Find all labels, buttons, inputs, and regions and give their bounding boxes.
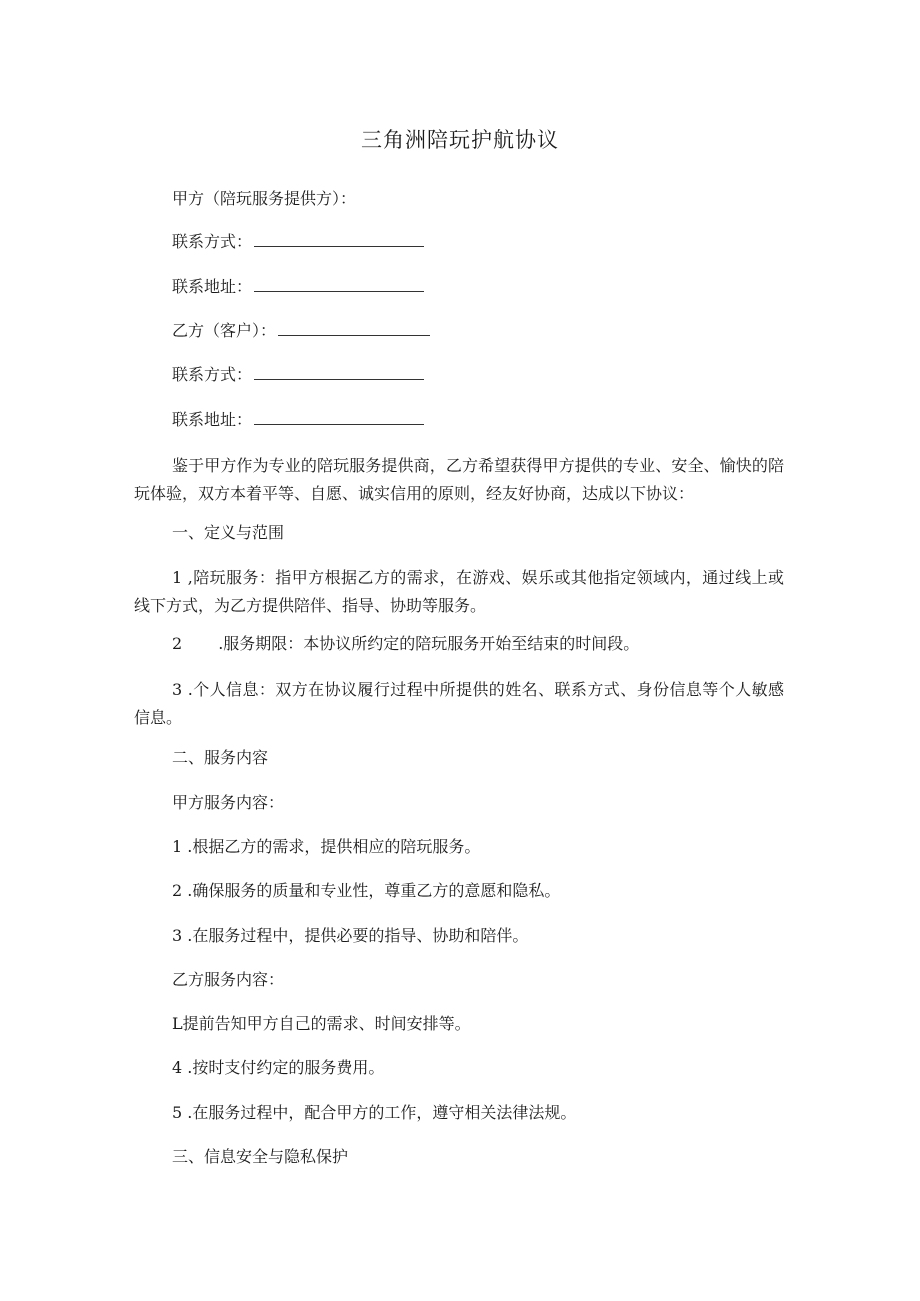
party-a-service-item-3: 3 .在服务过程中，提供必要的指导、协助和陪伴。 — [172, 926, 529, 945]
party-b-label: 乙方（客户）： — [172, 321, 277, 340]
party-a-contact-blank[interactable] — [254, 232, 424, 247]
party-b-service-item-2: 4 .按时支付约定的服务费用。 — [172, 1058, 385, 1077]
definition-2 — [172, 633, 639, 655]
party-a-address-label: 联系地址： — [172, 277, 253, 296]
party-b-contact — [172, 364, 424, 386]
party-b-address-label: 联系地址： — [172, 410, 253, 429]
definition-2-text: .服务期限：本协议所约定的陪玩服务开始至结束的时间段。 — [218, 634, 640, 653]
party-a-contact — [172, 231, 424, 253]
section-1-heading: 一、定义与范围 — [172, 523, 285, 542]
party-b-service-item-1: L提前告知甲方自己的需求、时间安排等。 — [172, 1014, 471, 1033]
party-a-address-blank[interactable] — [254, 277, 424, 292]
party-b-services-label: 乙方服务内容： — [172, 970, 285, 989]
party-a-label: 甲方（陪玩服务提供方）： — [172, 189, 357, 208]
party-b-contact-blank[interactable] — [254, 365, 424, 380]
party-a-address — [172, 276, 424, 298]
definition-3: 3 .个人信息：双方在协议履行过程中所提供的姓名、联系方式、身份信息等个人敏感信息。 — [134, 680, 784, 727]
party-a-service-item-1: 1 .根据乙方的需求，提供相应的陪玩服务。 — [172, 837, 481, 856]
party-a-services-label: 甲方服务内容： — [172, 793, 285, 812]
definition-1: 1 ,陪玩服务：指甲方根据乙方的需求，在游戏、娱乐或其他指定领域内，通过线上或线下方式，为乙方提供陪伴、指导、协助等服务。 — [134, 568, 784, 615]
preamble-paragraph: 鉴于甲方作为专业的陪玩服务提供商，乙方希望获得甲方提供的专业、安全、愉快的陪玩体验，双方本着平等、自愿、诚实信用的原则，经友好协商，达成以下协议： — [134, 456, 784, 503]
party-a-service-item-2: 2 .确保服务的质量和专业性，尊重乙方的意愿和隐私。 — [172, 881, 561, 900]
party-b-address-blank[interactable] — [254, 410, 424, 425]
definition-2-number: 2 — [172, 634, 183, 653]
party-b-line — [172, 320, 430, 342]
party-b-contact-label: 联系方式： — [172, 365, 253, 384]
party-a-contact-label: 联系方式： — [172, 232, 253, 251]
section-2-heading: 二、服务内容 — [172, 748, 269, 767]
section-3-heading: 三、信息安全与隐私保护 — [172, 1147, 349, 1166]
document-title: 三角洲陪玩护航协议 — [361, 128, 559, 152]
party-b-service-item-3: 5 .在服务过程中，配合甲方的工作，遵守相关法律法规。 — [172, 1103, 577, 1122]
party-b-blank[interactable] — [278, 321, 430, 336]
party-b-address — [172, 409, 424, 431]
